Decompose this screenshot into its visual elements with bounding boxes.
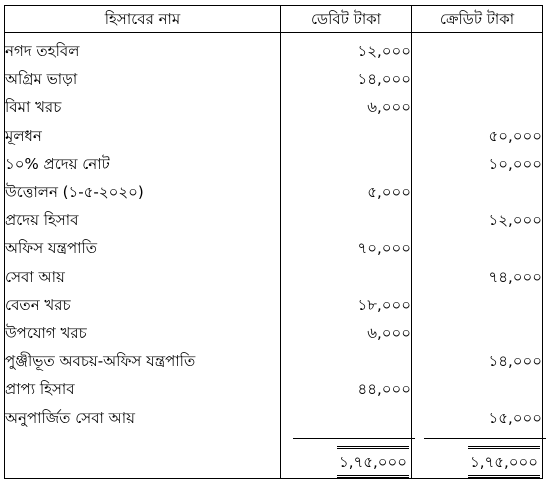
debit-amount: ৪৪,০০০ <box>281 375 412 403</box>
credit-amount <box>412 178 543 206</box>
table-row <box>5 122 543 150</box>
debit-amount <box>281 206 412 234</box>
account-name: উপযোগ খরচ <box>5 319 281 347</box>
debit-total: ১,৭৫,০০০ <box>337 446 409 478</box>
account-name: প্রাপ্য হিসাব <box>5 375 281 403</box>
credit-amount: ১০,০০০ <box>412 150 543 178</box>
debit-amount: ১৮,০০০ <box>281 291 412 319</box>
account-name: নগদ তহবিল <box>5 33 281 66</box>
debit-amount <box>281 122 412 150</box>
credit-amount: ৭৪,০০০ <box>412 263 543 291</box>
debit-amount: ৬,০০০ <box>281 319 412 347</box>
debit-amount: ৭০,০০০ <box>281 234 412 262</box>
table-row <box>5 93 543 121</box>
table-row <box>5 234 543 262</box>
header-credit: ক্রেডিট টাকা <box>412 6 543 33</box>
debit-rule <box>281 432 412 446</box>
debit-amount <box>281 150 412 178</box>
debit-amount <box>281 347 412 375</box>
table-row <box>5 403 543 431</box>
account-name: বেতন খরচ <box>5 291 281 319</box>
account-name: বিমা খরচ <box>5 93 281 121</box>
credit-amount: ১৪,০০০ <box>412 347 543 375</box>
table-row <box>5 263 543 291</box>
debit-amount: ৫,০০০ <box>281 178 412 206</box>
debit-amount <box>281 263 412 291</box>
credit-total-cell <box>412 446 543 479</box>
debit-amount: ৬,০০০ <box>281 93 412 121</box>
header-account-name: হিসাবের নাম <box>5 6 281 33</box>
table-row <box>5 65 543 93</box>
debit-amount: ১৪,০০০ <box>281 65 412 93</box>
table-row <box>5 206 543 234</box>
spacer-row <box>5 432 543 446</box>
table-row <box>5 178 543 206</box>
table-row <box>5 33 543 66</box>
header-debit: ডেবিট টাকা <box>281 6 412 33</box>
credit-rule <box>412 432 543 446</box>
credit-amount: ১৫,০০০ <box>412 403 543 431</box>
credit-amount <box>412 65 543 93</box>
credit-amount: ৫০,০০০ <box>412 122 543 150</box>
credit-total: ১,৭৫,০০০ <box>468 446 540 478</box>
table-row <box>5 150 543 178</box>
credit-amount <box>412 93 543 121</box>
account-name: পুঞ্জীভূত অবচয়-অফিস যন্ত্রপাতি <box>5 347 281 375</box>
header-row <box>5 6 543 33</box>
trial-balance-table <box>4 5 543 479</box>
table-row <box>5 319 543 347</box>
account-name: ১০% প্রদেয় নোট <box>5 150 281 178</box>
table-row <box>5 347 543 375</box>
totals-label-cell <box>5 446 281 479</box>
debit-amount: ১২,০০০ <box>281 33 412 66</box>
debit-amount <box>281 403 412 431</box>
account-name: অনুপার্জিত সেবা আয় <box>5 403 281 431</box>
account-name: উত্তোলন (১-৫-২০২০) <box>5 178 281 206</box>
totals-row <box>5 446 543 479</box>
credit-amount: ১২,০০০ <box>412 206 543 234</box>
account-name: অগ্রিম ভাড়া <box>5 65 281 93</box>
credit-amount <box>412 33 543 66</box>
account-name: সেবা আয় <box>5 263 281 291</box>
credit-amount <box>412 291 543 319</box>
account-name: প্রদেয় হিসাব <box>5 206 281 234</box>
account-name: অফিস যন্ত্রপাতি <box>5 234 281 262</box>
table-row <box>5 291 543 319</box>
table-row <box>5 375 543 403</box>
credit-amount <box>412 319 543 347</box>
credit-amount <box>412 234 543 262</box>
debit-total-cell <box>281 446 412 479</box>
credit-amount <box>412 375 543 403</box>
account-name: মূলধন <box>5 122 281 150</box>
spacer-cell <box>5 432 281 446</box>
